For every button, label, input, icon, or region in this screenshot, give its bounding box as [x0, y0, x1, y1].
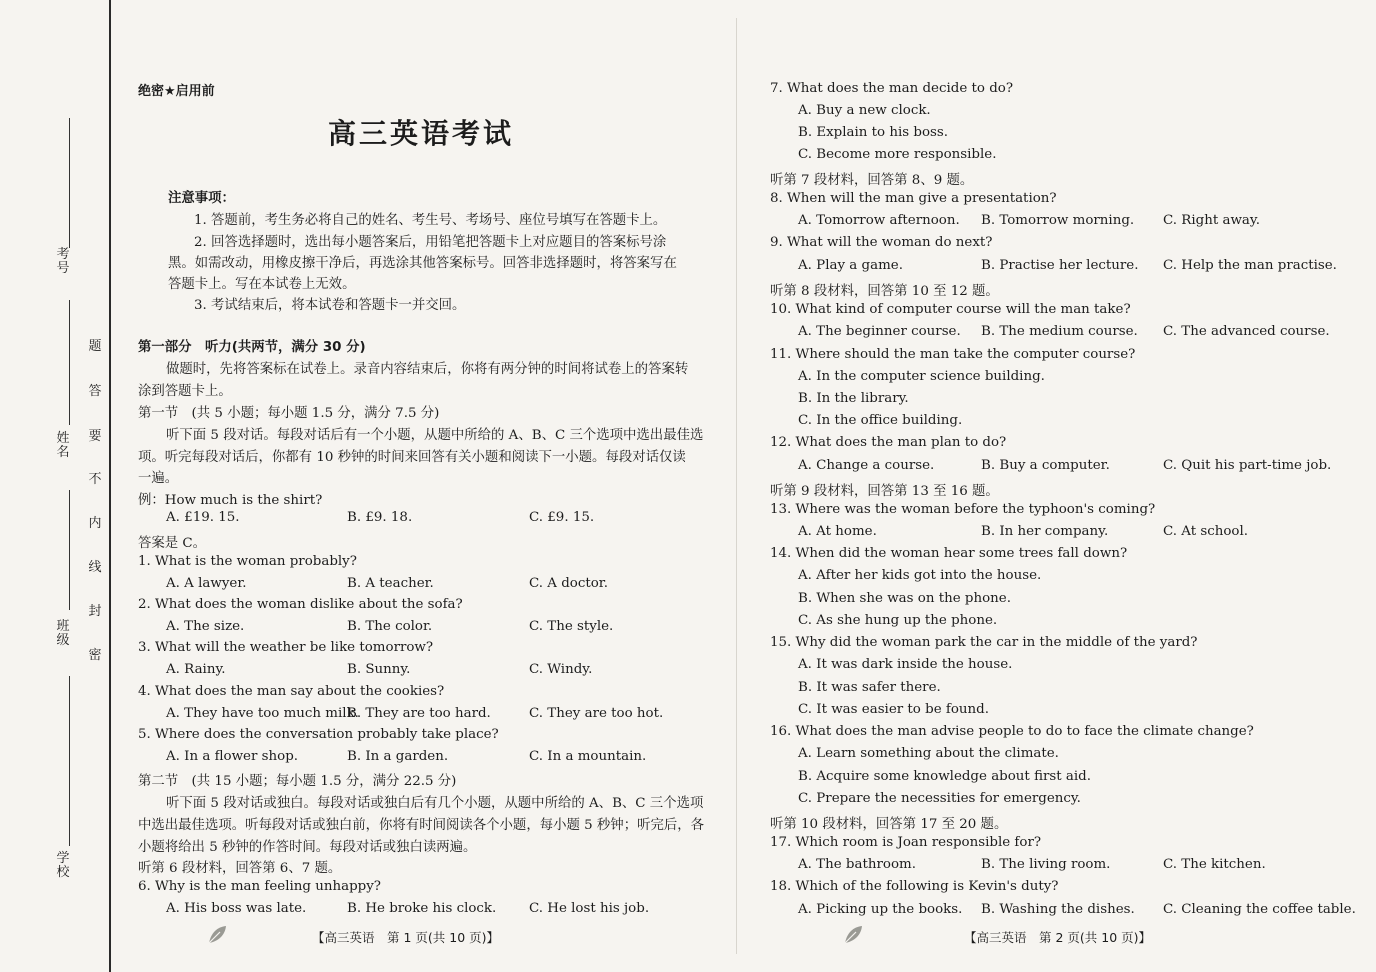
option: B. The color.: [347, 619, 433, 634]
option: A. After her kids got into the house.: [798, 568, 1042, 583]
option: C. He lost his job.: [529, 901, 650, 916]
notice-line: 3. 考试结束后，将本试卷和答题卡一并交回。: [194, 298, 466, 313]
question: 13. Where was the woman before the typhoon's coming?: [770, 502, 1156, 517]
material-instruction: 听第 6 段材料，回答第 6、7 题。: [138, 861, 342, 876]
school-label: 学校: [56, 851, 70, 880]
option: A. In a flower shop.: [166, 749, 299, 764]
option: B. Washing the dishes.: [981, 902, 1135, 917]
option: B. He broke his clock.: [347, 901, 497, 916]
exam-no-label: 考号: [56, 247, 70, 276]
seal-char: 题: [88, 339, 102, 354]
option: B. In the library.: [798, 391, 909, 406]
option: C. A doctor.: [529, 576, 608, 591]
option: A. The bathroom.: [798, 857, 916, 872]
confidential-mark: 绝密★启用前: [138, 84, 215, 99]
option: B. Buy a computer.: [981, 458, 1110, 473]
material-instruction: 听第 9 段材料，回答第 13 至 16 题。: [770, 484, 999, 499]
part1-desc: 涂到答题卡上。: [138, 384, 232, 399]
page-fold-line: [736, 18, 737, 954]
seal-char: 封: [88, 604, 102, 619]
option: C. At school.: [1163, 524, 1249, 539]
option: A. £19. 15.: [166, 510, 240, 525]
material-instruction: 听第 8 段材料，回答第 10 至 12 题。: [770, 284, 999, 299]
option: C. Cleaning the coffee table.: [1163, 902, 1356, 917]
section2-desc: 中选出最佳选项。听每段对话或独白前，你将有时间阅读各个小题，每小题 5 秒钟；听完后，各: [138, 818, 705, 833]
option: C. Become more responsible.: [798, 147, 997, 162]
seal-char: 要: [88, 429, 102, 444]
option: A. It was dark inside the house.: [798, 657, 1013, 672]
option: C. The style.: [529, 619, 614, 634]
option: C. The kitchen.: [1163, 857, 1266, 872]
option: B. Explain to his boss.: [798, 125, 949, 140]
option: C. Prepare the necessities for emergency.: [798, 791, 1081, 806]
notice-title: 注意事项：: [168, 191, 235, 206]
option: A. At home.: [798, 524, 877, 539]
notice-line: 答题卡上。写在本试卷上无效。: [168, 277, 356, 292]
option: C. They are too hot.: [529, 706, 664, 721]
option: A. Tomorrow afternoon.: [798, 213, 960, 228]
question: 18. Which of the following is Kevin's duty?: [770, 879, 1059, 894]
option: A. They have too much milk.: [166, 706, 359, 721]
option: C. In the office building.: [798, 413, 963, 428]
option: C. As she hung up the phone.: [798, 613, 998, 628]
option: C. Help the man practise.: [1163, 258, 1337, 273]
seal-char: 不: [88, 472, 102, 487]
material-instruction: 听第 10 段材料，回答第 17 至 20 题。: [770, 817, 1008, 832]
question: 11. Where should the man take the computer course?: [770, 347, 1136, 362]
section2-title: 第二节 (共 15 小题；每小题 1.5 分，满分 22.5 分): [138, 774, 457, 789]
class-line: [69, 490, 70, 610]
seal-char: 密: [88, 648, 102, 663]
question: 14. When did the woman hear some trees fall down?: [770, 546, 1128, 561]
material-instruction: 听第 7 段材料，回答第 8、9 题。: [770, 173, 974, 188]
question: 7. What does the man decide to do?: [770, 81, 1014, 96]
seal-char: 答: [88, 384, 102, 399]
option: B. It was safer there.: [798, 680, 941, 695]
option: C. Right away.: [1163, 213, 1260, 228]
question: 17. Which room is Joan responsible for?: [770, 835, 1042, 850]
page-footer: 【高三英语 第 2 页(共 10 页)】: [964, 930, 1152, 945]
question: 8. When will the man give a presentation?: [770, 191, 1057, 206]
option: B. A teacher.: [347, 576, 434, 591]
option: C. Quit his part-time job.: [1163, 458, 1332, 473]
question: 6. Why is the man feeling unhappy?: [138, 879, 381, 894]
page-footer: 【高三英语 第 1 页(共 10 页)】: [312, 930, 500, 945]
question: 3. What will the weather be like tomorrow?: [138, 640, 434, 655]
option: C. In a mountain.: [529, 749, 647, 764]
question: 4. What does the man say about the cookies?: [138, 684, 445, 699]
option: A. The beginner course.: [798, 324, 961, 339]
class-label: 班级: [56, 619, 70, 648]
name-label: 姓名: [56, 431, 70, 460]
question: 10. What kind of computer course will the man take?: [770, 302, 1131, 317]
option: A. A lawyer.: [166, 576, 247, 591]
option: B. In her company.: [981, 524, 1109, 539]
option: A. His boss was late.: [166, 901, 307, 916]
seal-char: 线: [88, 560, 102, 575]
part1-desc: 做题时，先将答案标在试卷上。录音内容结束后，你将有两分钟的时间将试卷上的答案转: [166, 362, 689, 377]
section1-desc: 听下面 5 段对话。每段对话后有一个小题，从题中所给的 A、B、C 三个选项中选出最佳选: [166, 428, 704, 443]
option: C. It was easier to be found.: [798, 702, 989, 717]
option: B. Acquire some knowledge about first aid.: [798, 769, 1092, 784]
question: 1. What is the woman probably?: [138, 554, 357, 569]
option: C. £9. 15.: [529, 510, 595, 525]
option: B. They are too hard.: [347, 706, 491, 721]
option: A. Buy a new clock.: [798, 103, 931, 118]
seal-char: 内: [88, 516, 102, 531]
leaf-icon: [842, 924, 864, 946]
option: A. The size.: [166, 619, 245, 634]
option: C. Windy.: [529, 662, 593, 677]
exam-no-line: [69, 118, 70, 248]
binding-margin: [0, 0, 112, 972]
option: A. Play a game.: [798, 258, 903, 273]
option: B. Tomorrow morning.: [981, 213, 1135, 228]
notice-line: 黑。如需改动，用橡皮擦干净后，再选涂其他答案标号。回答非选择题时，将答案写在: [168, 256, 677, 271]
question: 5. Where does the conversation probably take place?: [138, 727, 499, 742]
section2-desc: 小题将给出 5 秒钟的作答时间。每段对话或独白读两遍。: [138, 840, 477, 855]
option: C. The advanced course.: [1163, 324, 1330, 339]
example-question: 例：How much is the shirt?: [138, 493, 323, 508]
question: 15. Why did the woman park the car in the middle of the yard?: [770, 635, 1198, 650]
option: A. In the computer science building.: [798, 369, 1045, 384]
option: B. Practise her lecture.: [981, 258, 1139, 273]
option: B. The medium course.: [981, 324, 1138, 339]
section1-desc: 一遍。: [138, 471, 179, 486]
page-title: 高三英语考试: [328, 117, 515, 150]
notice-line: 1. 答题前，考生务必将自己的姓名、考生号、考场号、座位号填写在答题卡上。: [194, 213, 667, 228]
school-line: [69, 676, 70, 846]
question: 2. What does the woman dislike about the sofa?: [138, 597, 463, 612]
option: B. When she was on the phone.: [798, 591, 1011, 606]
leaf-icon: [206, 924, 228, 946]
question: 12. What does the man plan to do?: [770, 435, 1007, 450]
question: 16. What does the man advise people to do to face the climate change?: [770, 724, 1254, 739]
example-answer: 答案是 C。: [138, 536, 207, 551]
part1-title: 第一部分 听力(共两节，满分 30 分): [138, 340, 366, 355]
name-line: [69, 300, 70, 425]
option: A. Rainy.: [166, 662, 226, 677]
option: B. Sunny.: [347, 662, 411, 677]
option: A. Change a course.: [798, 458, 935, 473]
section2-desc: 听下面 5 段对话或独白。每段对话或独白后有几个小题，从题中所给的 A、B、C 三个选项: [166, 796, 704, 811]
option: B. The living room.: [981, 857, 1111, 872]
question: 9. What will the woman do next?: [770, 235, 993, 250]
section1-title: 第一节 (共 5 小题；每小题 1.5 分，满分 7.5 分): [138, 406, 440, 421]
option: A. Learn something about the climate.: [798, 746, 1059, 761]
notice-line: 2. 回答选择题时，选出每小题答案后，用铅笔把答题卡上对应题目的答案标号涂: [194, 235, 667, 250]
option: B. In a garden.: [347, 749, 449, 764]
option: A. Picking up the books.: [798, 902, 963, 917]
option: B. £9. 18.: [347, 510, 413, 525]
section1-desc: 项。听完每段对话后，你都有 10 秒钟的时间来回答有关小题和阅读下一小题。每段对话仅读: [138, 450, 686, 465]
